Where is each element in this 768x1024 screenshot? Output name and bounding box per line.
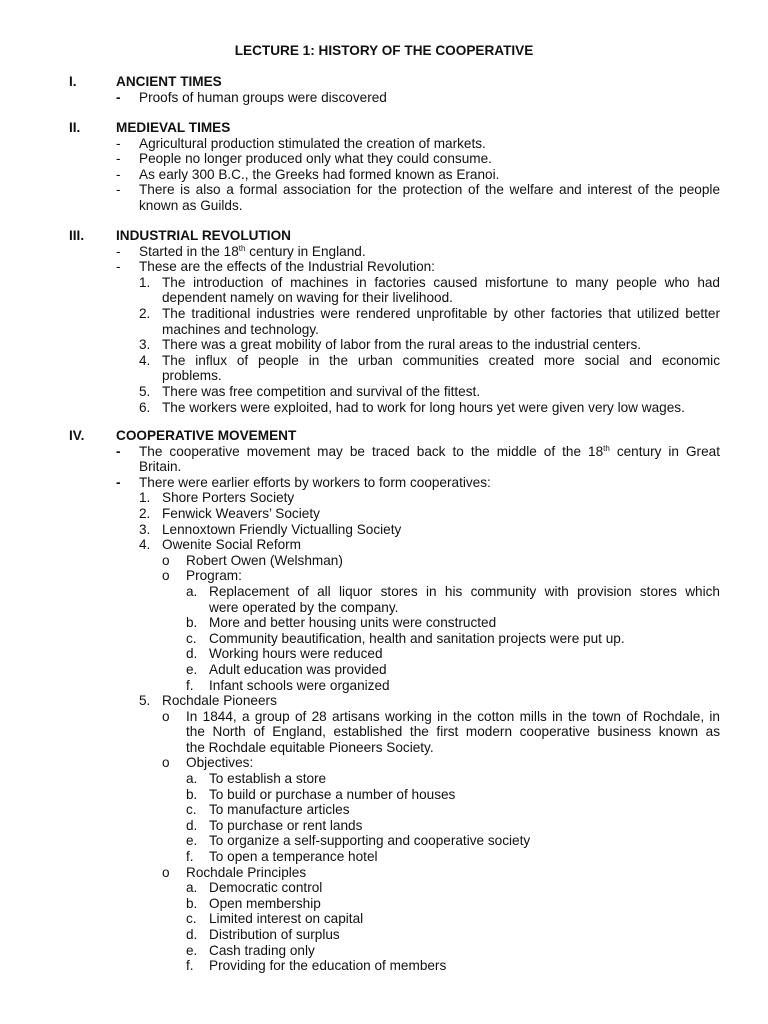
item-letter: b.: [186, 615, 198, 631]
item-letter: a.: [186, 880, 198, 896]
item-number: 1.: [139, 490, 151, 506]
lettered-item: [0, 849, 768, 865]
bullet-item: [0, 90, 768, 106]
item-text: Limited interest on capital: [209, 911, 364, 927]
bullet-text: These are the effects of the Industrial Revolution:: [139, 259, 435, 275]
sub-bullet-continuation: [0, 740, 768, 756]
item-number: 3.: [139, 521, 151, 537]
bullet-text: [139, 244, 720, 260]
numbered-item: [0, 353, 768, 369]
item-text: Rochdale Pioneers: [162, 693, 277, 709]
item-text: Lennoxtown Friendly Victualling Society: [162, 521, 402, 537]
item-letter: e.: [186, 833, 198, 849]
sub-bullet-item: [0, 709, 768, 725]
section-heading: MEDIEVAL TIMES: [116, 120, 231, 135]
bullet-dash: -: [116, 89, 121, 105]
item-letter: f.: [186, 958, 194, 974]
numbered-item: [0, 490, 768, 506]
lettered-continuation: [0, 600, 768, 616]
sub-bullet-marker: o: [162, 708, 170, 724]
page-title: LECTURE 1: HISTORY OF THE COOPERATIVE: [234, 43, 534, 58]
item-letter: c.: [186, 802, 197, 818]
lettered-item: [0, 678, 768, 694]
bullet-item: [0, 244, 768, 260]
item-text: Providing for the education of members: [209, 958, 447, 974]
item-number: 2.: [139, 505, 151, 521]
section-industrial-revolution: [0, 228, 768, 415]
item-text: Shore Porters Society: [162, 490, 295, 506]
bullet-dash: -: [116, 182, 121, 198]
item-text: The introduction of machines in factories caused misfortune to many people who had: [162, 274, 720, 290]
sub-bullet-text: Rochdale Principles: [186, 864, 307, 880]
lettered-item: [0, 896, 768, 912]
item-number: 4.: [139, 352, 151, 368]
sub-bullet-continuation: [0, 724, 768, 740]
bullet-dash: -: [116, 151, 121, 167]
sub-bullet-marker: o: [162, 568, 170, 584]
item-text: To open a temperance hotel: [209, 849, 378, 865]
item-text: To organize a self-supporting and cooperative society: [209, 833, 531, 849]
item-text: Replacement of all liquor stores in his community with provision stores which: [209, 583, 720, 599]
numbered-item: [0, 384, 768, 400]
bullet-text: There were earlier efforts by workers to form cooperatives:: [139, 474, 491, 490]
bullet-dash: -: [116, 243, 121, 259]
item-letter: c.: [186, 630, 197, 646]
bullet-text: Britain.: [139, 459, 182, 475]
item-text: The influx of people in the urban communities created more social and economic: [162, 352, 720, 368]
bullet-dash: -: [116, 474, 121, 490]
item-text: were operated by the company.: [209, 599, 399, 615]
bullet-text: People no longer produced only what they could consume.: [139, 151, 492, 167]
section-heading: COOPERATIVE MOVEMENT: [116, 428, 297, 443]
text-part: century in Great: [609, 443, 720, 459]
sub-bullet-text: Objectives:: [186, 755, 254, 771]
numbered-item: [0, 506, 768, 522]
lettered-item: [0, 771, 768, 787]
sub-bullet-text: Robert Owen (Welshman): [186, 552, 343, 568]
numbered-item: [0, 522, 768, 538]
numbered-item: [0, 693, 768, 709]
item-text: problems.: [162, 368, 222, 384]
section-number: IV.: [69, 428, 85, 443]
bullet-item: [0, 167, 768, 183]
item-number: 3.: [139, 337, 151, 353]
item-letter: e.: [186, 661, 198, 677]
bullet-dash: -: [116, 135, 121, 151]
item-text: Democratic control: [209, 880, 323, 896]
item-number: 6.: [139, 399, 151, 415]
item-text: Owenite Social Reform: [162, 537, 302, 553]
item-number: 5.: [139, 693, 151, 709]
bullet-text: [139, 444, 720, 460]
bullet-item: [0, 182, 768, 198]
item-text: There was free competition and survival of the fittest.: [162, 383, 481, 399]
lettered-item: [0, 646, 768, 662]
item-text: Working hours were reduced: [209, 646, 383, 662]
bullet-item: [0, 136, 768, 152]
bullet-item: [0, 259, 768, 275]
section-heading-row: [0, 74, 768, 90]
item-text: There was a great mobility of labor from the rural areas to the industrial centers.: [162, 337, 642, 353]
item-number: 2.: [139, 305, 151, 321]
item-text: Adult education was provided: [209, 661, 387, 677]
item-letter: d.: [186, 927, 198, 942]
item-text: Open membership: [209, 895, 321, 911]
numbered-item: [0, 400, 768, 416]
lettered-item: [0, 943, 768, 959]
section-heading-row: [0, 428, 768, 444]
bullet-dash: -: [116, 166, 121, 182]
sub-bullet-item: [0, 553, 768, 569]
lettered-item: [0, 615, 768, 631]
bullet-text: known as Guilds.: [139, 197, 243, 213]
bullet-dash: -: [116, 443, 121, 459]
item-text: Cash trading only: [209, 942, 315, 958]
sub-bullet-text: the Rochdale equitable Pioneers Society.: [186, 739, 434, 755]
text-part: century in England.: [245, 243, 366, 259]
item-letter: c.: [186, 911, 197, 927]
bullet-item: [0, 151, 768, 167]
item-text: More and better housing units were constructed: [209, 615, 497, 631]
bullet-continuation: [0, 198, 768, 214]
lettered-item: [0, 927, 768, 943]
item-text: The traditional industries were rendered unprofitable by other factories that utilized better: [162, 305, 720, 321]
sub-bullet-text: In 1844, a group of 28 artisans working in the cotton mills in the town of Rochdale, in: [186, 708, 720, 724]
section-number: II.: [69, 120, 81, 135]
item-text: To manufacture articles: [209, 802, 350, 818]
lettered-item: [0, 802, 768, 818]
lettered-item: [0, 958, 768, 974]
item-text: Infant schools were organized: [209, 677, 390, 693]
bullet-continuation: [0, 459, 768, 475]
bullet-text: Proofs of human groups were discovered: [139, 89, 387, 105]
section-medieval-times: [0, 120, 768, 214]
lettered-item: [0, 818, 768, 834]
numbered-item: [0, 337, 768, 353]
lettered-item: [0, 880, 768, 896]
text-part: Started in the 18: [139, 243, 239, 259]
superscript: th: [238, 243, 246, 253]
item-text: dependent namely on waving for their livelihood.: [162, 290, 453, 306]
section-number: I.: [69, 74, 77, 89]
lettered-item: [0, 662, 768, 678]
section-cooperative-movement: [0, 428, 768, 974]
item-text: To purchase or rent lands: [209, 817, 363, 833]
bullet-item: [0, 475, 768, 491]
section-number: III.: [69, 228, 85, 243]
section-heading-row: [0, 120, 768, 136]
section-heading: INDUSTRIAL REVOLUTION: [116, 228, 291, 243]
sub-bullet-marker: o: [162, 552, 170, 568]
item-letter: e.: [186, 942, 198, 958]
item-text: Fenwick Weavers’ Society: [162, 505, 320, 521]
numbered-continuation: [0, 290, 768, 306]
section-heading: ANCIENT TIMES: [116, 74, 222, 89]
sub-bullet-text: the North of England, established the first modern cooperative business known as: [186, 724, 720, 740]
bullet-text: As early 300 B.C., the Greeks had formed known as Eranoi.: [139, 166, 500, 182]
item-text: The workers were exploited, had to work for long hours yet were given very low wages.: [162, 399, 685, 415]
lettered-item: [0, 833, 768, 849]
bullet-text: There is also a formal association for the protection of the welfare and interest of the people: [139, 182, 720, 198]
item-text: machines and technology.: [162, 321, 319, 337]
item-letter: b.: [186, 786, 198, 802]
bullet-text: Agricultural production stimulated the creation of markets.: [139, 135, 486, 151]
item-text: Community beautification, health and sanitation projects were put up.: [209, 630, 625, 646]
item-letter: a.: [186, 771, 198, 787]
section-heading-row: [0, 228, 768, 244]
sub-bullet-item: [0, 755, 768, 771]
numbered-continuation: [0, 322, 768, 338]
item-number: 4.: [139, 537, 151, 553]
text-part: The cooperative movement may be traced back to the middle of the 18: [139, 443, 604, 459]
item-letter: f.: [186, 677, 194, 693]
sub-bullet-item: [0, 865, 768, 881]
numbered-item: [0, 306, 768, 322]
lettered-item: [0, 584, 768, 600]
lettered-item: [0, 787, 768, 803]
item-letter: f.: [186, 849, 194, 865]
numbered-continuation: [0, 368, 768, 384]
item-text: Distribution of surplus: [209, 927, 340, 942]
bullet-item: [0, 444, 768, 460]
section-ancient-times: [0, 74, 768, 105]
item-number: 5.: [139, 383, 151, 399]
item-number: 1.: [139, 274, 151, 290]
sub-bullet-item: [0, 568, 768, 584]
item-letter: d.: [186, 646, 198, 662]
item-text: To establish a store: [209, 771, 327, 787]
sub-bullet-marker: o: [162, 864, 170, 880]
superscript: th: [603, 443, 610, 453]
numbered-item: [0, 537, 768, 553]
item-text: To build or purchase a number of houses: [209, 786, 456, 802]
item-letter: b.: [186, 895, 198, 911]
numbered-item: [0, 275, 768, 291]
bullet-dash: -: [116, 259, 121, 275]
lettered-item: [0, 911, 768, 927]
item-letter: d.: [186, 817, 198, 833]
lettered-item: [0, 631, 768, 647]
sub-bullet-marker: o: [162, 755, 170, 771]
item-letter: a.: [186, 583, 198, 599]
sub-bullet-text: Program:: [186, 568, 242, 584]
